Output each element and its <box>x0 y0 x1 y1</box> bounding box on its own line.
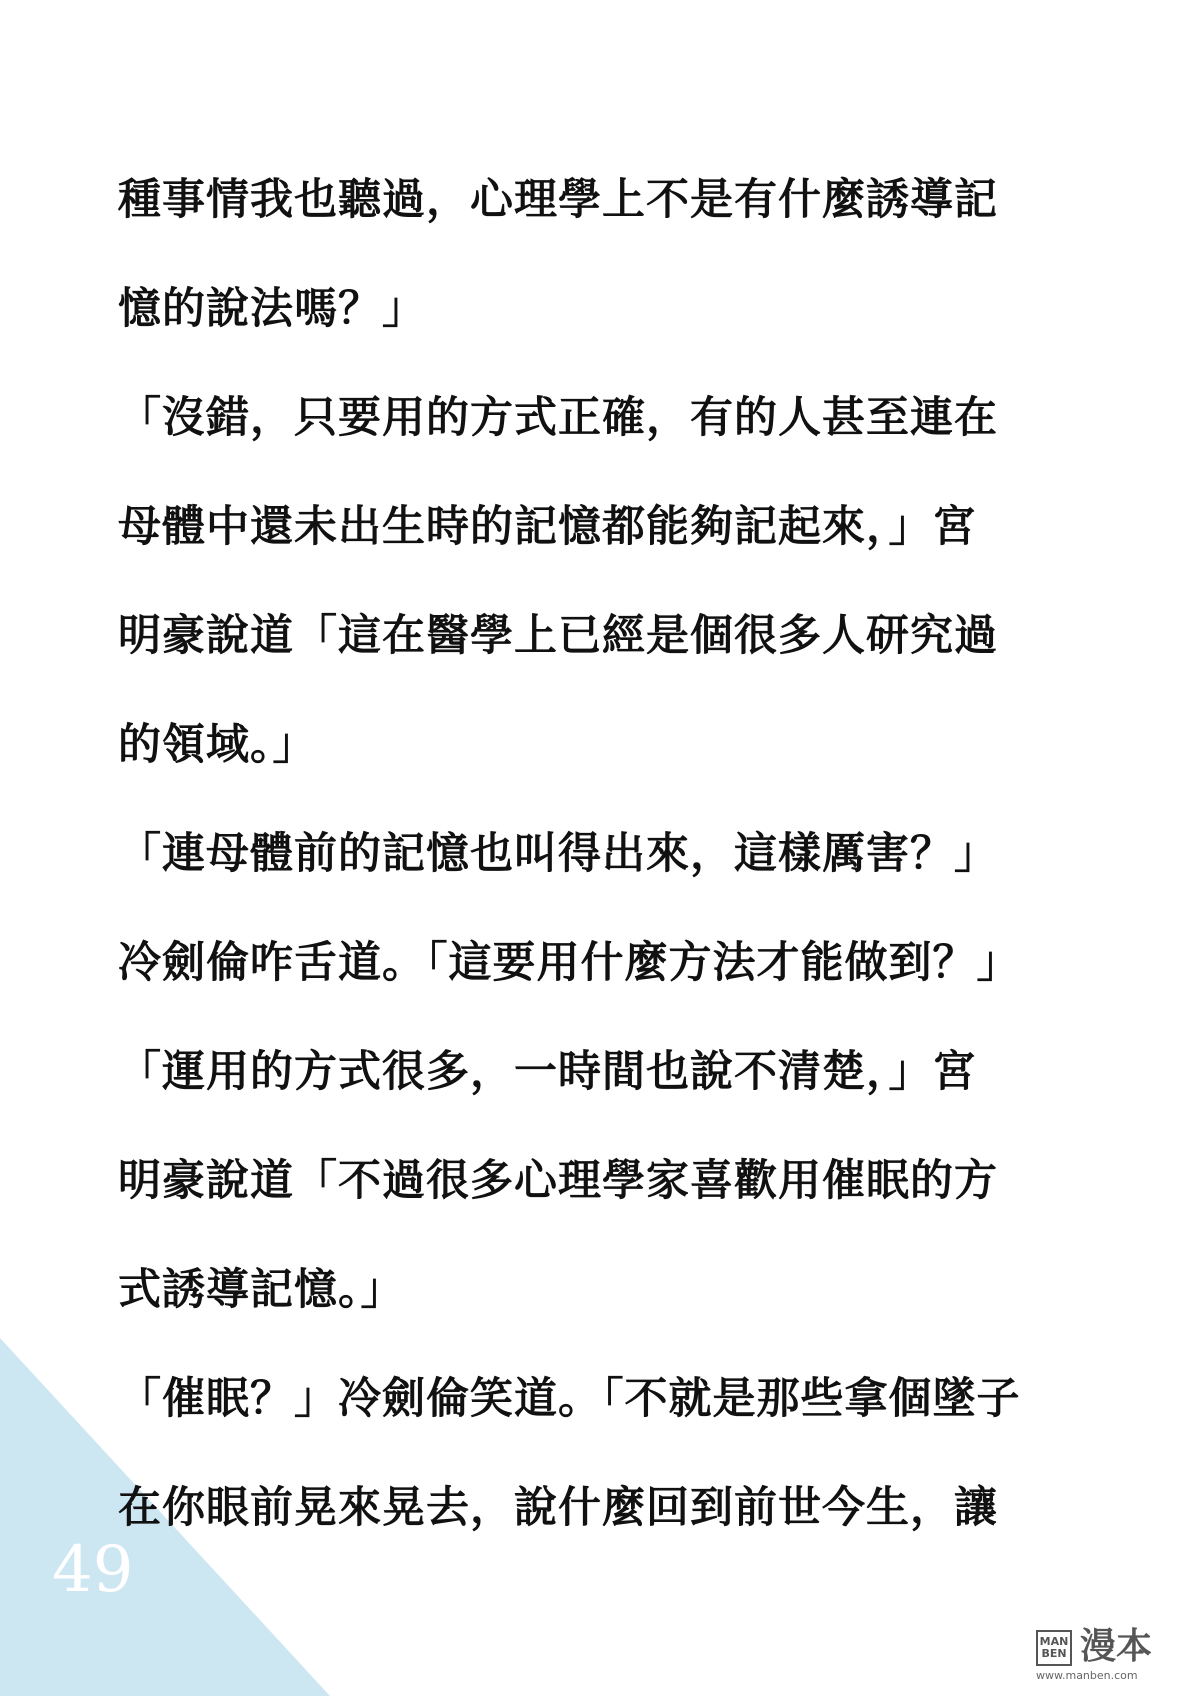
text-line: 在你眼前晃來晃去，說什麼回到前世今生，讓 <box>118 1483 998 1533</box>
text-line: 母體中還未出生時的記憶都能夠記起來，」宮 <box>118 502 977 552</box>
text-line: 「沒錯，只要用的方式正確，有的人甚至連在 <box>118 393 998 443</box>
text-line: 的領域。」 <box>118 720 317 770</box>
text-line: 明豪說道「這在醫學上已經是個很多人研究過 <box>118 611 998 661</box>
text-line: 「運用的方式很多，一時間也說不清楚，」宮 <box>118 1047 977 1097</box>
text-line: 明豪說道「不過很多心理學家喜歡用催眠的方 <box>118 1156 998 1206</box>
text-line: 冷劍倫咋舌道。「這要用什麼方法才能做到？」 <box>118 938 1021 988</box>
text-line: 式誘導記憶。」 <box>118 1265 405 1315</box>
page-number: 49 <box>52 1533 134 1607</box>
body-text <box>118 168 1078 1585</box>
watermark-url: www.manben.com <box>1036 1669 1138 1682</box>
text-line: 種事情我也聽過，心理學上不是有什麼誘導記 <box>118 175 998 225</box>
watermark <box>1036 1626 1186 1682</box>
text-line: 「催眠？」冷劍倫笑道。「不就是那些拿個墜子 <box>118 1374 1021 1424</box>
watermark-logo: MAN BEN <box>1036 1630 1072 1666</box>
text-line: 憶的說法嗎？」 <box>118 284 426 334</box>
watermark-title: 漫本 <box>1080 1626 1153 1667</box>
text-line: 「連母體前的記憶也叫得出來，這樣厲害？」 <box>118 829 998 879</box>
